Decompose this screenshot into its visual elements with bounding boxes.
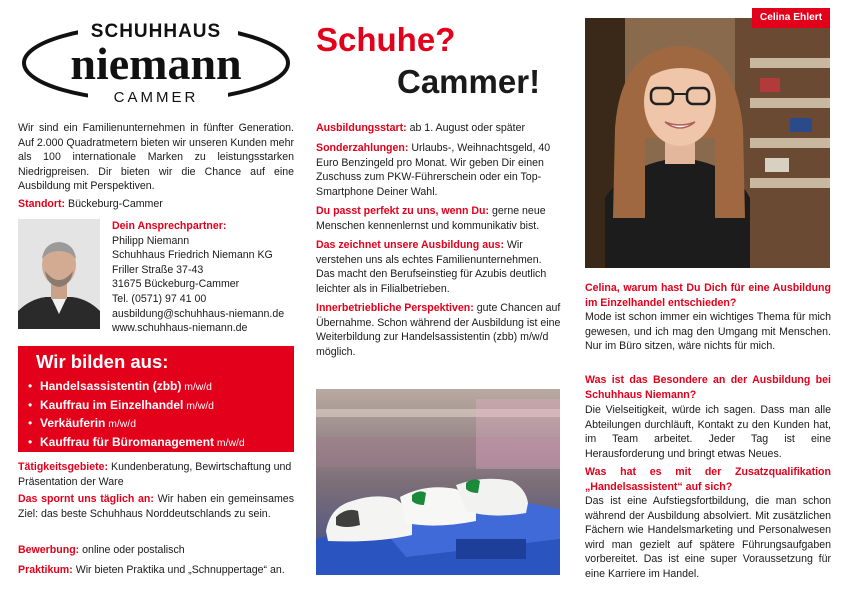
contact-email[interactable]: ausbildung@schuhhaus-niemann.de <box>112 307 285 320</box>
contact-company: Schuhhaus Friedrich Niemann KG <box>112 249 273 262</box>
banner-item-name: Verkäuferin <box>40 416 106 430</box>
bullet-icon: • <box>28 397 33 412</box>
taetigkeit-line <box>18 460 294 489</box>
banner-item-suffix: m/w/d <box>181 382 212 393</box>
interview-question-2: Was ist das Besondere an der Ausbildung bei Schuhhaus Niemann? <box>585 374 831 401</box>
zeichnet-line <box>316 238 563 296</box>
perspektiven-label: Innerbetriebliche Perspektiven: <box>316 302 474 314</box>
ausbildungsstart-line <box>316 121 525 136</box>
bewerbung-value: online oder postalisch <box>79 544 185 556</box>
perspektiven-value: gute Chancen auf Übernahme. Schon während der Ausbildung ist eine Weiterbildung zur Handelsassistentin (zbb) m/w/d möglich. <box>316 302 561 358</box>
interview-answer-3: Das ist eine Aufstiegsfortbildung, die man schon während der Ausbildung absolviert. Mit zusätzlichen Fächern wie Handelsmarketing und Personalwesen wird man gezielt auf spätere Führungsaufgaben vorbereitet. Das ist eine super Voraussetzung für eine Karriere im Handel. <box>585 495 831 580</box>
banner-item-suffix: m/w/d <box>105 419 136 430</box>
praktikum-label: Praktikum: <box>18 564 73 576</box>
trainee-portrait-photo <box>585 18 830 268</box>
contact-phone: Tel. (0571) 97 41 00 <box>112 292 207 305</box>
sneaker-display-photo <box>316 389 560 575</box>
ansporn-label: Das spornt uns täglich an: <box>18 493 154 505</box>
praktikum-value: Wir bieten Praktika und „Schnuppertage“ an. <box>72 564 285 576</box>
ansporn-value: Wir haben ein gemeinsames Ziel: das beste Schuhhaus Norddeutschlands zu sein. <box>18 493 295 520</box>
passt-value: gerne neue Menschen kennenlernst und kommunikativ bist. <box>316 205 546 232</box>
banner-item-kauffrau-einzelhandel <box>28 397 294 416</box>
sonderzahlungen-value: Urlaubs-, Weihnachtsgeld, 40 Euro Benzingeld pro Monat. Wir geben Dir einen Zuschuss zum PKW-Führerschein oder ein Top-Smartphone Deiner Wahl. <box>316 142 551 198</box>
passt-label: Du passt perfekt zu uns, wenn Du: <box>316 205 490 217</box>
logo-top-text: SCHUHHAUS <box>90 21 222 42</box>
banner-item-name: Kauffrau im Einzelhandel <box>40 397 184 412</box>
logo-main-text: niemann <box>70 38 242 89</box>
banner-item-bueromanagement <box>28 434 294 453</box>
standort-value: Bückeburg-Cammer <box>65 198 163 210</box>
logo-graphic <box>18 8 294 108</box>
banner-item-verkaeuferin <box>28 415 294 434</box>
banner-item-handelsassistentin <box>28 378 294 397</box>
trainee-portrait-graphic <box>585 18 830 268</box>
sonderzahlungen-line <box>316 141 563 199</box>
zeichnet-value: Wir verstehen uns als echtes Familienunternehmen. Das macht den Berufseinstieg für Azubis deutlich leichter als in Filialbetrieben. <box>316 239 547 295</box>
banner-title: Wir bilden aus: <box>36 351 169 372</box>
sneaker-photo-graphic <box>316 389 560 575</box>
standort-line <box>18 197 163 212</box>
company-intro: Wir sind ein Familienunternehmen in fünfter Generation. Auf 2.000 Quadratmetern bieten wir unseren Kunden mehr als 100 internationale Marken zu leistungsstarken Niedrigpreisen. Dir bieten wir die Chance auf eine Ausbildung mit Perspektiven. <box>18 122 294 193</box>
contact-heading: Dein Ansprechpartner: <box>112 220 227 232</box>
contact-block <box>112 219 302 336</box>
contact-person-photo <box>18 219 100 329</box>
taetigkeit-value: Kundenberatung, Bewirtschaftung und Präsentation der Ware <box>18 461 292 488</box>
interview-answer-1: Mode ist schon immer ein wichtiges Thema für mich gewesen, und ich mag den Umgang mit Menschen. Nur im Büro sitzen, wäre nichts für mich. <box>585 311 831 353</box>
headline-cammer: Cammer! <box>397 63 541 100</box>
bewerbung-line <box>18 543 185 558</box>
contact-website[interactable]: www.schuhhaus-niemann.de <box>112 322 248 335</box>
taetigkeit-label: Tätigkeitsgebiete: <box>18 461 109 473</box>
bullet-icon: • <box>28 416 33 430</box>
training-banner <box>18 346 294 452</box>
ausbildungsstart-value: ab 1. August oder später <box>406 122 526 134</box>
contact-street: Friller Straße 37-43 <box>112 263 204 276</box>
contact-name: Philipp Niemann <box>112 234 190 247</box>
standort-label: Standort: <box>18 198 66 210</box>
contact-portrait-graphic <box>18 219 100 329</box>
bullet-icon: • <box>28 379 33 393</box>
ansporn-line <box>18 492 294 521</box>
banner-item-suffix: m/w/d <box>183 400 214 412</box>
banner-item-name: Handelsassistentin (zbb) <box>40 379 182 393</box>
trainee-name-tag: Celina Ehlert <box>752 8 830 28</box>
logo-bottom-text: CAMMER <box>113 89 199 106</box>
sonderzahlungen-label: Sonderzahlungen: <box>316 142 409 154</box>
passt-line <box>316 204 563 233</box>
banner-item-name: Kauffrau für Büromanagement <box>40 434 215 449</box>
contact-city: 31675 Bückeburg-Cammer <box>112 278 240 291</box>
bewerbung-label: Bewerbung: <box>18 544 80 556</box>
interview-question-3: Was hat es mit der Zusatzqualifikation „Handelsassistent“ auf sich? <box>585 466 831 493</box>
praktikum-line <box>18 563 298 578</box>
interview-question-1: Celina, warum hast Du Dich für eine Ausbildung im Einzelhandel entschieden? <box>585 282 831 309</box>
bullet-icon: • <box>28 434 33 449</box>
niemann-logo <box>18 8 294 108</box>
interview-answer-2: Die Vielseitigkeit, würde ich sagen. Dass man alle Abteilungen durchläuft, Kontakt zu den Kunden hat, im Team arbeitet. Jeder Tag ist eine Herausforderung und bringt etwas Neues. <box>585 404 831 460</box>
ausbildungsstart-label: Ausbildungsstart: <box>316 122 407 134</box>
headline-schuhe: Schuhe? <box>316 21 456 58</box>
perspektiven-line <box>316 301 563 359</box>
banner-item-suffix: m/w/d <box>214 437 245 449</box>
zeichnet-label: Das zeichnet unsere Ausbildung aus: <box>316 239 504 251</box>
